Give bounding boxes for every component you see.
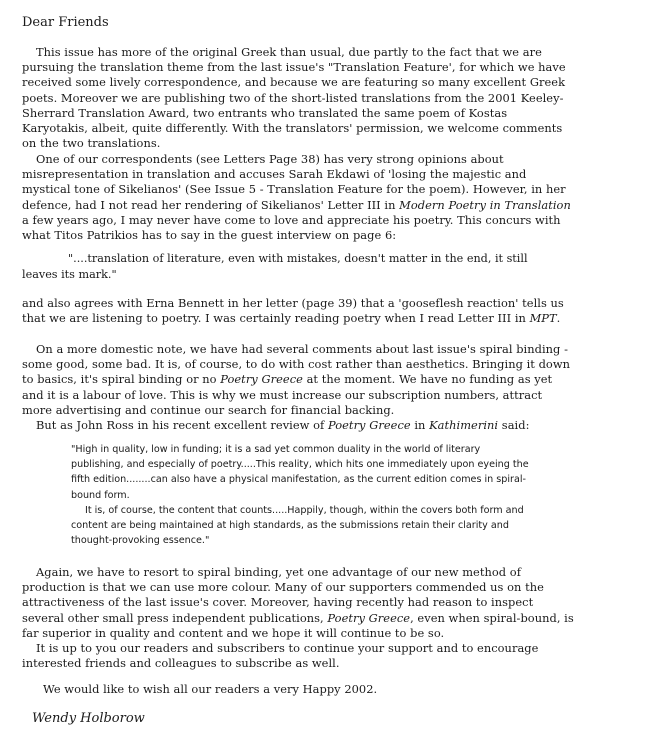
text-line: pursuing the translation theme from the last issue's "Translation Feature', for which we have (22, 60, 566, 75)
quote-ross-review (71, 442, 643, 548)
text-line: One of our correspondents (see Letters Page 38) has very strong opinions about (36, 152, 504, 166)
text-line: and also agrees with Erna Bennett in her letter (page 39) that a 'gooseflesh reaction' tells us (22, 296, 564, 310)
quote-line: thought-provoking essence." (71, 535, 210, 547)
text-line: We would like to wish all our readers a very Happy 2002. (43, 682, 378, 696)
publication-title: Poetry Greece (327, 610, 411, 625)
text-line: on the two translations. (22, 136, 161, 151)
salutation: Dear Friends (22, 15, 109, 30)
text-line: some good, some bad. It is, of course, to do with cost rather than aesthetics. Bringing it down (22, 357, 571, 372)
quote-line: fifth edition........can also have a physical manifestation, as the current edition comes in spiral- (71, 474, 526, 486)
quote-line: It is, of course, the content that counts.....Happily, though, within the covers both form and (85, 504, 524, 516)
text-line: attractiveness of the last issue's cover. Moreover, having recently had reason to inspect (22, 595, 534, 610)
text-line: Again, we have to resort to spiral binding, yet one advantage of our new method of (36, 565, 521, 579)
text-line: misrepresentation in translation and accuses Sarah Ekdawi of 'losing the majestic and (22, 167, 527, 182)
publication-title: Poetry Greece (220, 372, 303, 387)
paragraph-bennett (22, 296, 652, 326)
publication-title: Poetry Greece (327, 418, 411, 433)
text-line: Karyotakis, albeit, quite differently. With the translators' permission, we welcome comments (22, 121, 563, 136)
text-line: defence, had I not read her rendering of Sikelianos' Letter III in Modern Poetry in Translation (22, 197, 571, 212)
quote-patrikios (22, 251, 652, 282)
text-line: interested friends and colleagues to subscribe as well. (22, 656, 340, 671)
text-line: several other small press independent publications, Poetry Greece, even when spiral-bound, is (22, 610, 574, 625)
publication-title: Modern Poetry in Translation (399, 197, 571, 212)
quote-line: "....translation of literature, even with mistakes, doesn't matter in the end, it still (68, 252, 528, 265)
text-line: poets. Moreover we are publishing two of the short-listed translations from the 2001 Keeley- (22, 90, 564, 105)
text-line: production is that we can use more colour. Many of our supporters commended us on the (22, 580, 544, 595)
text-line: On a more domestic note, we have had several comments about last issue's spiral binding - (36, 342, 568, 356)
text-line: It is up to you our readers and subscribers to continue your support and to encourage (36, 641, 539, 656)
text-line: Sherrard Translation Award, two entrants who translated the same poem of Kostas (22, 105, 508, 120)
text-line: This issue has more of the original Greek than usual, due partly to the fact that we are (36, 45, 542, 59)
quote-line: bound form. (71, 489, 130, 501)
quote-line: publishing, and especially of poetry.....This reality, which hits one immediately upon eyeing the (71, 459, 529, 471)
signature: Wendy Holborow (32, 711, 145, 726)
quote-line: leaves its mark." (22, 267, 117, 281)
paragraph-spiral-binding (22, 342, 652, 433)
closing-line (43, 682, 643, 697)
text-line: that we are listening to poetry. I was certainly reading poetry when I read Letter III in MPT. (22, 311, 561, 326)
text-line: more advertising and continue our search for financial backing. (22, 402, 395, 417)
text-line: far superior in quality and content and we hope it will continue to be so. (22, 625, 445, 640)
text-line: to basics, it's spiral binding or no Poetry Greece at the moment. We have no funding as yet (22, 372, 553, 387)
quote-line: content are being maintained at high standards, as the submissions retain their clarity and (71, 520, 509, 532)
text-line: a few years ago, I may never have come to love and appreciate his poetry. This concurs with (22, 212, 561, 227)
text-line: what Titos Patrikios has to say in the guest interview on page 6: (22, 228, 397, 243)
paragraph-colour (22, 565, 652, 671)
publication-title: Kathimerini (429, 418, 499, 433)
text-line: mystical tone of Sikelianos' (See Issue 5 - Translation Feature for the poem). However, in her (22, 182, 566, 197)
quote-line: "High in quality, low in funding; it is a sad yet common duality in the world of literary (71, 444, 481, 455)
publication-title: MPT (529, 311, 557, 326)
paragraph-intro (22, 45, 652, 151)
text-line: and it is a labour of love. This is why we must increase our subscription numbers, attract (22, 387, 543, 402)
text-line: But as John Ross in his recent excellent review of Poetry Greece in Kathimerini said: (36, 418, 530, 433)
text-line: received some lively correspondence, and because we are featuring so many excellent Greek (22, 75, 566, 90)
paragraph-correspondents (22, 152, 652, 243)
